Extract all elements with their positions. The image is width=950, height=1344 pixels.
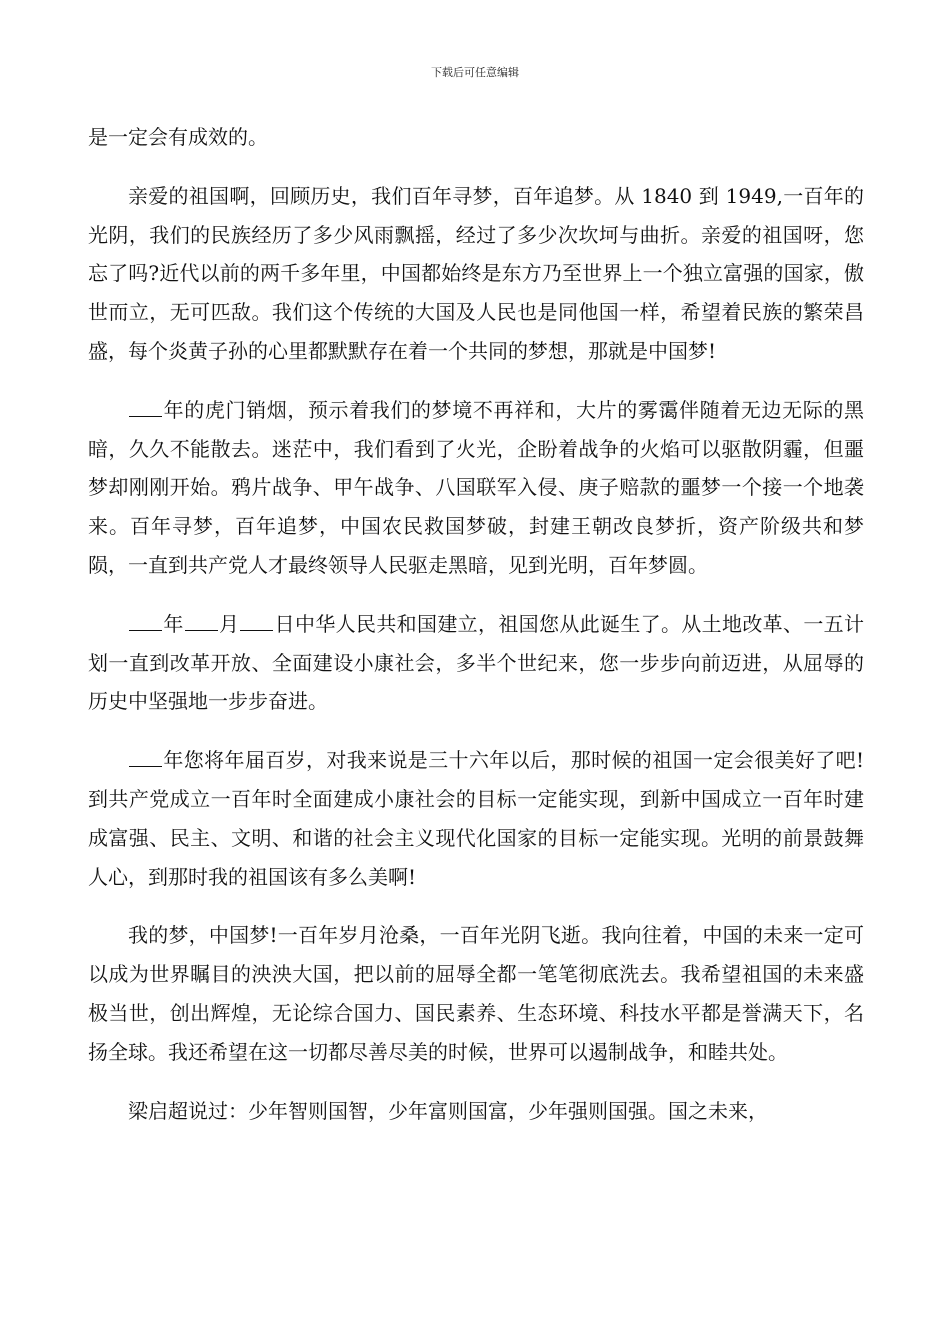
blank-line	[129, 612, 162, 631]
paragraph-6: 我的梦，中国梦!一百年岁月沧桑，一百年光阴飞逝。我向往着，中国的未来一定可以成为世界瞩目的泱泱大国，把以前的屈辱全都一笔笔彻底洗去。我希望祖国的未来盛极当世，创出辉煌，无论综合国力、国民素养、生态环境、科技水平都是誉满天下，名扬全球。我还希望在这一切都尽善尽美的时候，世界可以遏制战争，和睦共处。	[88, 923, 864, 1064]
paragraph-1: 是一定会有成效的。	[88, 125, 268, 149]
paragraph-3-text: 年的虎门销烟，预示着我们的梦境不再祥和，大片的雾霭伴随着无边无际的黑暗，久久不能散去。迷茫中，我们看到了火光，企盼着战争的火焰可以驱散阴霾，但噩梦却刚刚开始。鸦片战争、甲午战争、八国联军入侵、庚子赔款的噩梦一个接一个地袭来。百年寻梦，百年追梦，中国农民救国梦破，封建王朝改良梦折，资产阶级共和梦陨，一直到共产党人才最终领导人民驱走黑暗，见到光明，百年梦圆。	[88, 397, 864, 577]
blank-line	[129, 398, 162, 417]
blank-line	[129, 748, 162, 767]
blank-line	[185, 612, 218, 631]
document-body	[88, 118, 864, 1130]
paragraph-3	[88, 391, 864, 585]
paragraph-5-text: 年您将年届百岁，对我来说是三十六年以后，那时候的祖国一定会很美好了吧!到共产党成立一百年时全面建成小康社会的目标一定能实现，到新中国成立一百年时建成富强、民主、文明、和谐的社会主义现代化国家的目标一定能实现。光明的前景鼓舞人心，到那时我的祖国该有多么美啊!	[88, 748, 864, 889]
paragraph-4	[88, 605, 864, 721]
paragraph-4-month: 月	[218, 611, 240, 636]
page-header: 下载后可任意编辑	[431, 66, 519, 79]
paragraph-5	[88, 741, 864, 896]
paragraph-4-year: 年	[163, 611, 184, 636]
blank-line	[240, 612, 273, 631]
paragraph-7: 梁启超说过：少年智则国智，少年富则国富，少年强则国强。国之未来，	[128, 1098, 768, 1123]
paragraph-4-text: 日中华人民共和国建立，祖国您从此诞生了。从土地改革、一五计划一直到改革开放、全面建设小康社会，多半个世纪来，您一步步向前迈进，从屈辱的历史中坚强地一步步奋进。	[88, 611, 865, 714]
paragraph-2: 亲爱的祖国啊，回顾历史，我们百年寻梦，百年追梦。从 1840 到 1949,一百年的光阴，我们的民族经历了多少风雨飘摇，经过了多少次坎坷与曲折。亲爱的祖国呀，您忘了吗?近代以前的两千多年里，中国都始终是东方乃至世界上一个独立富强的国家，傲世而立，无可匹敌。我们这个传统的大国及人民也是同他国一样，希望着民族的繁荣昌盛，每个炎黄子孙的心里都默默存在着一个共同的梦想，那就是中国梦!	[88, 183, 864, 363]
